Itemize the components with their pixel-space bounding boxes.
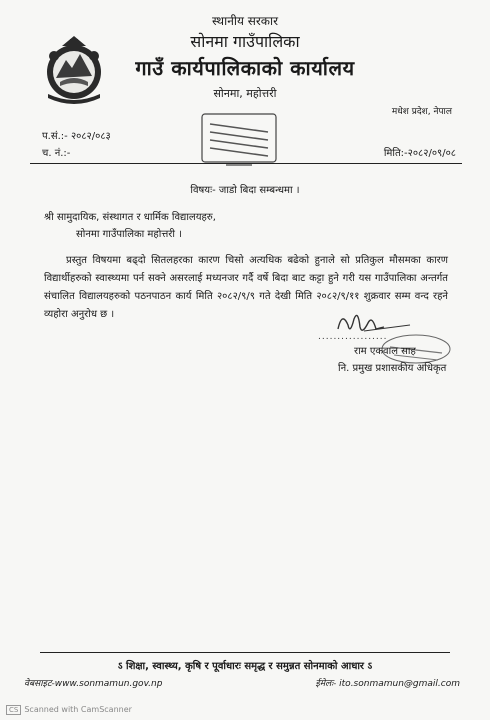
letter-subject: विषयः- जाडो बिदा सम्बन्धमा । bbox=[190, 185, 300, 196]
letter-body: प्रस्तुत विषयमा बढ्दो सितलहरका कारण चिसो अत्यधिक बढेको हुनाले सो प्रतिकुल मौसमका कारण विद्यार्थीहरुको स्वास्थ्यमा पर्न सक्ने असरलाई मध्यनजर गर्दै वर्षे बिदा बाट कट्टा हुने गरी यस गाउँपालिका अन्तर्गत संचालित विद्यालयहरुको पठनपाठन कार्य मिति २०८२/९/९ गते देखी मिति २०८२/९/११ शुक्रवार सम्म वन्द रहने व्यहोरा अनुरोध छ । bbox=[44, 255, 448, 320]
footer-motto: ऽ शिक्षा, स्वास्थ्य, कृषि र पूर्वाधारः समृद्ध र समुन्नत सोनमाको आधार ऽ bbox=[117, 661, 373, 672]
header-province: मधेश प्रदेश, नेपाल bbox=[391, 107, 452, 117]
scanner-watermark bbox=[6, 705, 132, 715]
letter-reference-number: प.सं.:- २०८२/०८३ bbox=[42, 131, 111, 142]
footer-website: वेबसाइट-www.sonmamun.gov.np bbox=[24, 679, 163, 689]
addressee-line-1: श्री सामुदायिक, संस्थागत र धार्मिक विद्यालयहरु, bbox=[44, 212, 216, 223]
signatory-title: नि. प्रमुख प्रशासकीय अधिकृत bbox=[338, 363, 447, 374]
letter-date: मिति:-२०८२/०९/०८ bbox=[383, 148, 456, 159]
header-local-government: स्थानीय सरकार bbox=[212, 14, 278, 28]
header-address: सोनमा, महोत्तरी bbox=[213, 87, 277, 100]
scanner-badge: CS bbox=[6, 705, 21, 715]
scanner-text: Scanned with CamScanner bbox=[24, 705, 132, 714]
header-municipality-name: सोनमा गाउँपालिका bbox=[190, 32, 300, 51]
footer-divider bbox=[40, 652, 450, 653]
signature-line: .................. bbox=[318, 332, 388, 342]
header-divider bbox=[30, 163, 462, 164]
office-stamp-icon bbox=[196, 110, 282, 168]
header-office-name: गाउँ कार्यपालिकाको कार्यालय bbox=[135, 56, 355, 80]
signatory-name: राम एकवाल साह bbox=[354, 346, 416, 357]
dispatch-number: च. नं.:- bbox=[42, 148, 71, 159]
footer-email: ईमेलः- ito.sonmamun@gmail.com bbox=[315, 679, 460, 689]
addressee-line-2: सोनमा गाउँपालिका महोत्तरी । bbox=[76, 229, 182, 240]
